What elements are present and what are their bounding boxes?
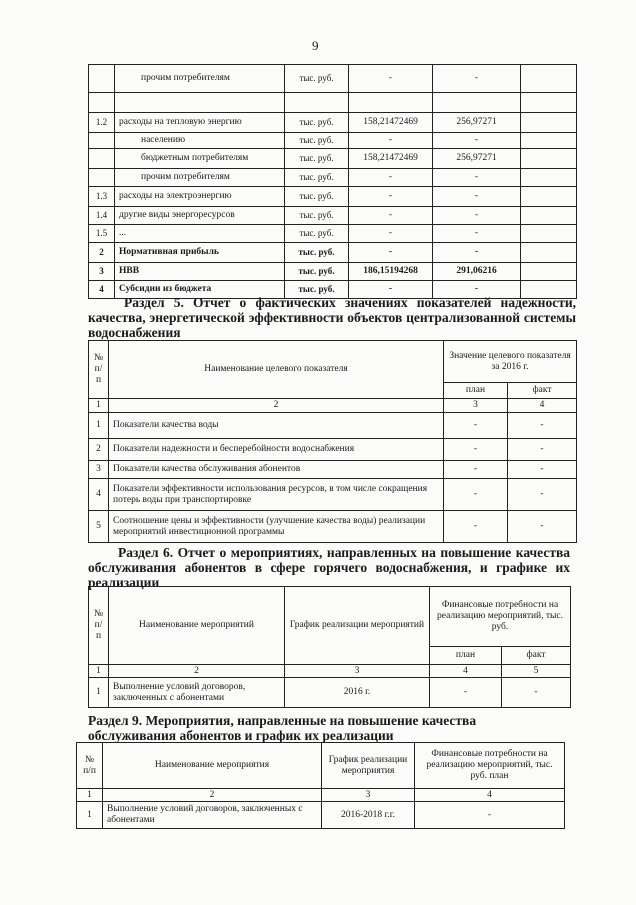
cost-row-empty	[521, 113, 577, 133]
cost-row-unit: тыс. руб.	[285, 281, 349, 299]
s9-index-cell: 4	[415, 789, 565, 802]
cost-row-unit: тыс. руб.	[285, 187, 349, 207]
cost-row-unit: тыс. руб.	[285, 149, 349, 169]
cost-row-name: Нормативная прибыль	[115, 243, 285, 263]
cost-row-value-1: -	[349, 243, 433, 263]
section9-heading-line2: обслуживания абонентов и график их реализации	[88, 728, 394, 743]
s5-row	[89, 479, 577, 511]
s5-index-cell: 4	[508, 399, 577, 413]
cost-row-value-2: 291,06216	[433, 263, 521, 281]
cost-row-value-1: 158,21472469	[349, 149, 433, 169]
cost-row-num: 1.2	[89, 113, 115, 133]
s9-row-num: 1	[77, 802, 103, 829]
cost-row-num	[89, 149, 115, 169]
cost-table-row	[89, 65, 577, 93]
cost-row-empty	[521, 169, 577, 187]
cost-row-value-1	[349, 93, 433, 113]
cost-row-name: бюджетным потребителям	[115, 149, 285, 169]
s6-header-name: Наименование мероприятий	[109, 587, 285, 665]
s5-header-fact: факт	[508, 383, 577, 399]
section6-table	[88, 586, 571, 708]
s6-index-cell: 2	[109, 665, 285, 678]
cost-row-empty	[521, 207, 577, 225]
s5-row	[89, 511, 577, 543]
s9-row-name: Выполнение условий договоров, заключенных с абонентами	[103, 802, 322, 829]
s5-header-num: № п/п	[89, 341, 109, 399]
cost-row-empty	[521, 243, 577, 263]
cost-row-value-1: -	[349, 225, 433, 243]
cost-row-value-2: -	[433, 169, 521, 187]
s5-row-name: Показатели качества воды	[109, 413, 444, 439]
cost-row-num	[89, 93, 115, 113]
s5-header-value: Значение целевого показателя за 2016 г.	[444, 341, 577, 383]
s9-row-schedule: 2016-2018 г.г.	[322, 802, 415, 829]
cost-row-unit: тыс. руб.	[285, 263, 349, 281]
cost-row-value-1: -	[349, 187, 433, 207]
cost-row-name: населению	[115, 133, 285, 149]
s9-header-schedule: График реализации мероприятия	[322, 743, 415, 789]
s5-row-name: Соотношение цены и эффективности (улучшение качества воды) реализации мероприятий инвестиционной программы	[109, 511, 444, 543]
cost-row-value-1: -	[349, 169, 433, 187]
s6-row-fact: -	[502, 678, 571, 708]
s5-header-plan: план	[444, 383, 508, 399]
cost-row-value-2: 256,97271	[433, 113, 521, 133]
cost-table-row	[89, 225, 577, 243]
cost-table-row	[89, 113, 577, 133]
cost-table	[88, 64, 577, 299]
s6-index-cell: 3	[285, 665, 430, 678]
cost-row-num: 1.5	[89, 225, 115, 243]
s9-index-cell: 2	[103, 789, 322, 802]
cost-row-name: прочим потребителям	[115, 169, 285, 187]
cost-row-value-2: 256,97271	[433, 149, 521, 169]
cost-row-value-1: -	[349, 207, 433, 225]
s5-index-cell: 2	[109, 399, 444, 413]
cost-table-row	[89, 133, 577, 149]
cost-row-value-1: -	[349, 133, 433, 149]
s9-header-name: Наименование мероприятия	[103, 743, 322, 789]
cost-row-name: Субсидии из бюджета	[115, 281, 285, 299]
cost-row-empty	[521, 149, 577, 169]
cost-row-unit: тыс. руб.	[285, 243, 349, 263]
section9-table	[76, 742, 565, 829]
s6-index-cell: 4	[430, 665, 502, 678]
cost-row-value-2: -	[433, 225, 521, 243]
cost-table-row	[89, 93, 577, 113]
s6-header-schedule: График реализации мероприятий	[285, 587, 430, 665]
s5-row-fact: -	[508, 461, 577, 479]
s5-row	[89, 461, 577, 479]
s9-header-num: № п/п	[77, 743, 103, 789]
cost-row-name: прочим потребителям	[115, 65, 285, 93]
s5-row-num: 4	[89, 479, 109, 511]
s9-header-fin: Финансовые потребности на реализацию мероприятий, тыс. руб. план	[415, 743, 565, 789]
s5-row	[89, 413, 577, 439]
cost-row-empty	[521, 133, 577, 149]
s6-row-num: 1	[89, 678, 109, 708]
cost-row-unit: тыс. руб.	[285, 133, 349, 149]
section9-heading-line1: Раздел 9. Мероприятия, направленные на повышение качества	[88, 713, 477, 728]
s5-row-fact: -	[508, 413, 577, 439]
cost-row-value-2: -	[433, 243, 521, 263]
cost-row-num	[89, 65, 115, 93]
cost-row-num: 1.3	[89, 187, 115, 207]
cost-table-row	[89, 207, 577, 225]
cost-table-row	[89, 187, 577, 207]
page-number: 9	[312, 38, 319, 53]
s5-row-plan: -	[444, 439, 508, 461]
s9-index-cell: 1	[77, 789, 103, 802]
cost-row-empty	[521, 93, 577, 113]
cost-row-unit: тыс. руб.	[285, 65, 349, 93]
cost-row-value-1: -	[349, 65, 433, 93]
s5-row-name: Показатели эффективности использования ресурсов, в том числе сокращения потерь воды при транспортировке	[109, 479, 444, 511]
s6-row-plan: -	[430, 678, 502, 708]
s5-row-num: 3	[89, 461, 109, 479]
cost-row-name: расходы на электроэнергию	[115, 187, 285, 207]
cost-row-empty	[521, 225, 577, 243]
s5-row-plan: -	[444, 413, 508, 439]
s5-row-plan: -	[444, 461, 508, 479]
section5-heading: Раздел 5. Отчет о фактических значениях показателей надежности, качества, энергетической эффективности объектов централизованной системы водоснабжения	[88, 295, 576, 340]
s5-row-fact: -	[508, 511, 577, 543]
cost-row-name: ...	[115, 225, 285, 243]
s6-row-schedule: 2016 г.	[285, 678, 430, 708]
cost-row-value-2: -	[433, 133, 521, 149]
s6-index-cell: 5	[502, 665, 571, 678]
s5-row-name: Показатели качества обслуживания абонентов	[109, 461, 444, 479]
s5-header-name: Наименование целевого показателя	[109, 341, 444, 399]
s9-row-plan: -	[415, 802, 565, 829]
cost-table-row	[89, 263, 577, 281]
s5-row-num: 2	[89, 439, 109, 461]
s9-index-cell: 3	[322, 789, 415, 802]
section6-heading: Раздел 6. Отчет о мероприятиях, направленных на повышение качества обслуживания абонентов в сфере горячего водоснабжения, и графике их реализации	[88, 545, 570, 590]
cost-row-empty	[521, 187, 577, 207]
s6-index-cell: 1	[89, 665, 109, 678]
s5-index-cell: 1	[89, 399, 109, 413]
s6-header-num: № п/п	[89, 587, 109, 665]
cost-row-unit: тыс. руб.	[285, 207, 349, 225]
cost-row-value-2	[433, 93, 521, 113]
cost-row-empty	[521, 65, 577, 93]
s5-row-plan: -	[444, 511, 508, 543]
cost-row-num: 3	[89, 263, 115, 281]
cost-row-value-2: -	[433, 187, 521, 207]
cost-row-name	[115, 93, 285, 113]
cost-table-row	[89, 149, 577, 169]
cost-row-name: другие виды энергоресурсов	[115, 207, 285, 225]
cost-row-value-1: 186,15194268	[349, 263, 433, 281]
s5-index-cell: 3	[444, 399, 508, 413]
s5-row-num: 5	[89, 511, 109, 543]
cost-row-value-1: -	[349, 281, 433, 299]
cost-row-value-2: -	[433, 207, 521, 225]
cost-row-empty	[521, 263, 577, 281]
s5-row-name: Показатели надежности и бесперебойности водоснабжения	[109, 439, 444, 461]
s5-row	[89, 439, 577, 461]
cost-row-value-1: 158,21472469	[349, 113, 433, 133]
cost-row-num: 1.4	[89, 207, 115, 225]
cost-row-name: НВВ	[115, 263, 285, 281]
cost-row-num: 2	[89, 243, 115, 263]
s5-row-num: 1	[89, 413, 109, 439]
s5-row-plan: -	[444, 479, 508, 511]
cost-row-unit: тыс. руб.	[285, 169, 349, 187]
cost-table-row	[89, 169, 577, 187]
cost-row-value-2: -	[433, 65, 521, 93]
cost-row-unit: тыс. руб.	[285, 113, 349, 133]
section5-table	[88, 340, 577, 543]
cost-row-num	[89, 133, 115, 149]
s6-header-fact: факт	[502, 647, 571, 665]
cost-row-num	[89, 169, 115, 187]
cost-row-unit: тыс. руб.	[285, 225, 349, 243]
cost-row-unit	[285, 93, 349, 113]
s6-header-fin: Финансовые потребности на реализацию мероприятий, тыс. руб.	[430, 587, 571, 647]
cost-row-num: 4	[89, 281, 115, 299]
s6-header-plan: план	[430, 647, 502, 665]
cost-row-value-2: -	[433, 281, 521, 299]
s6-row-name: Выполнение условий договоров, заключенных с абонентами	[109, 678, 285, 708]
s5-row-fact: -	[508, 439, 577, 461]
s5-row-fact: -	[508, 479, 577, 511]
cost-row-name: расходы на тепловую энергию	[115, 113, 285, 133]
cost-table-row	[89, 243, 577, 263]
